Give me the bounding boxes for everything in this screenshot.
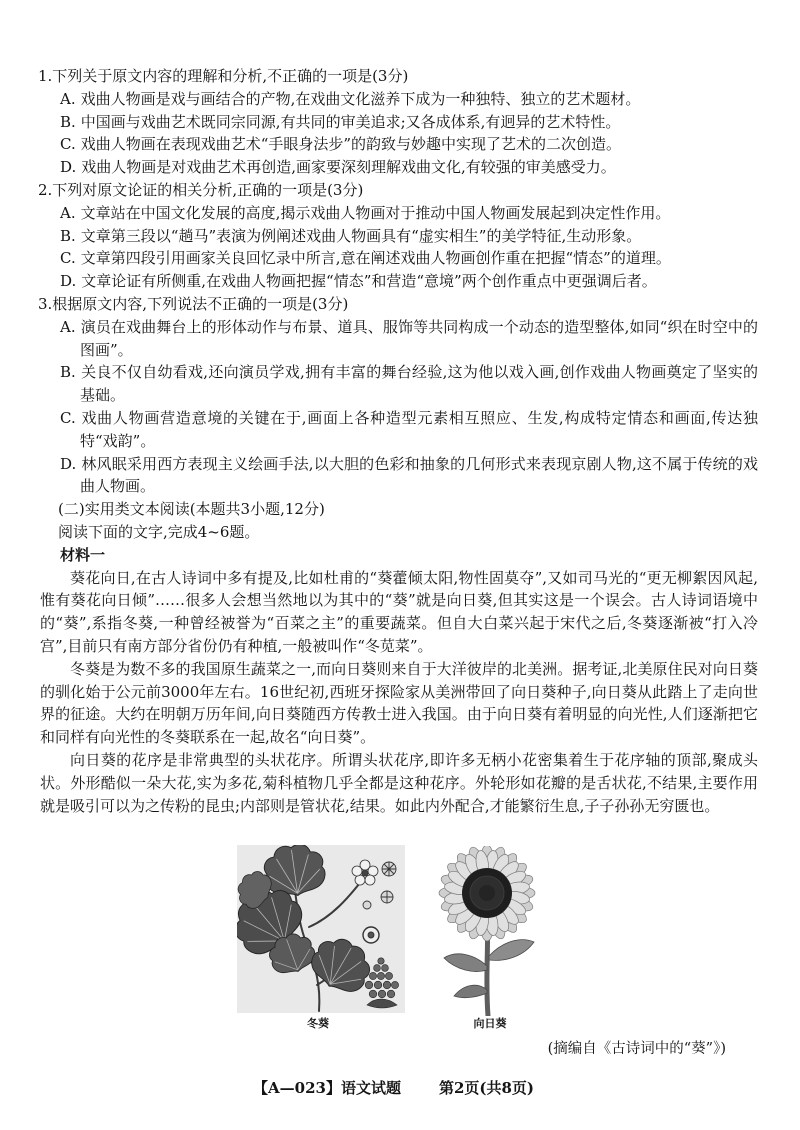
option-text: 演员在戏曲舞台上的形体动作与布景、道具、服饰等共同构成一个动态的造型整体,如同“织在时空中的图画”。: [80, 317, 758, 359]
sunflower-photo: [432, 846, 562, 1016]
option-label: C.: [60, 135, 76, 154]
figure-caption-right: 向日葵: [473, 1017, 507, 1030]
spike-bud: [383, 981, 391, 989]
option-a: [38, 316, 758, 362]
question-stem: 3.根据原文内容,下列说法不正确的一项是(3分): [38, 294, 349, 313]
spike-bud: [387, 990, 395, 998]
spike-bud: [391, 981, 398, 988]
option-b: [38, 111, 758, 134]
seed-pod-segments: [382, 862, 396, 876]
question-2: [38, 179, 758, 293]
option-a: [38, 88, 758, 111]
sunflower-disk-core: [479, 885, 495, 901]
figure-caption-left: 冬葵: [307, 1017, 329, 1030]
option-text: 戏曲人物画是对戏曲艺术再创造,画家要深刻理解戏曲文化,有较强的审美感受力。: [81, 158, 616, 177]
option-c: [38, 247, 758, 270]
option-text: 戏曲人物画是戏与画结合的产物,在戏曲文化滋养下成为一种独特、独立的艺术题材。: [80, 89, 641, 108]
flower-petal: [368, 866, 378, 876]
option-label: A.: [60, 317, 76, 336]
material-title: 材料一: [60, 545, 106, 564]
option-text: 文章站在中国文化发展的高度,揭示戏曲人物画对于推动中国人物画发展起到决定性作用。: [80, 203, 671, 222]
option-c: [38, 407, 758, 453]
section-heading: (二)实用类文本阅读(本题共3小题,12分): [58, 500, 325, 519]
spike-bud: [382, 965, 389, 972]
sunflower-leaf-right: [489, 940, 534, 961]
option-label: B.: [60, 226, 76, 245]
spike-bud: [369, 972, 376, 979]
fruit-ring-center: [368, 932, 374, 938]
option-a: [38, 202, 758, 225]
option-label: A.: [60, 203, 76, 222]
option-label: B.: [60, 112, 76, 131]
option-text: 戏曲人物画营造意境的关键在于,画面上各种造型元素相互照应、生发,构成特定情态和画面,传达独特“戏韵”。: [80, 408, 758, 450]
sunflower-leaf-lower: [454, 985, 487, 997]
option-d: [38, 453, 758, 499]
option-label: A.: [60, 89, 76, 108]
spike-bud: [378, 990, 386, 998]
page-content: [38, 65, 758, 817]
material-paragraph: 葵花向日,在古人诗词中多有提及,比如杜甫的“葵藿倾太阳,物性固莫夺”,又如司马光的“更无柳絮因风起,惟有葵花向日倾”……很多人会想当然地以为其中的“葵”就是向日葵,但其实这是一个误会。古人诗词语境中的“葵”,系指冬葵,一种曾经被誉为“百菜之主”的重要蔬菜。但自大白菜兴起于宋代之后,冬葵逐渐被“打入冷宫”,目前只有南方部分省份仍有种植,一般被叫作“冬苋菜”。: [40, 568, 758, 655]
sunflower-leaf-left: [444, 954, 487, 972]
option-text: 文章第三段以“趟马”表演为例阐述戏曲人物画具有“虚实相生”的美学特征,生动形象。: [80, 226, 642, 245]
option-d: [38, 270, 758, 293]
flower-petal: [355, 875, 365, 885]
option-c: [38, 133, 758, 156]
option-text: 文章论证有所侧重,在戏曲人物画把握“情态”和营造“意境”两个创作重点中更强调后者。: [81, 272, 657, 291]
question-3: [38, 293, 758, 498]
page-footer: [253, 1077, 534, 1099]
material-paragraph: 向日葵的花序是非常典型的头状花序。所谓头状花序,即许多无柄小花密集着生于花序轴的顶部,聚成头状。外形酷似一朵大花,实为多花,菊科植物几乎全都是这种花序。外轮形如花瓣的是舌状花,不结果,主要作用就是吸引可以为之传粉的昆虫;内部则是管状花,结果。如此内外配合,才能繁衍生息,子子孙孙无穷匮也。: [40, 750, 758, 815]
spike-bud: [374, 965, 381, 972]
question-1: [38, 65, 758, 179]
section-instruction: 阅读下面的文字,完成4~6题。: [58, 522, 260, 541]
option-d: [38, 156, 758, 179]
option-text: 关良不仅自幼看戏,还向演员学戏,拥有丰富的舞台经验,这为他以戏入画,创作戏曲人物画奠定了坚实的基础。: [80, 363, 758, 405]
option-text: 中国画与戏曲艺术既同宗同源,有共同的审美追求;又各成体系,有迥异的艺术特性。: [80, 112, 621, 131]
option-label: D.: [60, 158, 77, 177]
option-text: 林风眠采用西方表现主义绘画手法,以大胆的色彩和抽象的几何形式来表现京剧人物,这不属于传统的戏曲人物画。: [80, 454, 758, 496]
flower-center: [362, 870, 368, 876]
option-label: C.: [60, 408, 76, 427]
spike-bud: [369, 990, 377, 998]
exam-code: 【A—023】语文试题: [253, 1079, 401, 1097]
option-label: B.: [60, 363, 76, 382]
option-text: 文章第四段引用画家关良回忆录中所言,意在阐述戏曲人物画创作重在把握“情态”的道理。: [80, 249, 671, 268]
material-paragraph: 冬葵是为数不多的我国原生蔬菜之一,而向日葵则来自于大洋彼岸的北美洲。据考证,北美原住民对向日葵的驯化始于公元前3000年左右。16世纪初,西班牙探险家从美洲带回了向日葵种子,向日葵从此踏上了走向世界的征途。大约在明朝万历年间,向日葵随西方传教士进入我国。由于向日葵有着明显的向光性,人们逐渐把它和同样有向光性的冬葵联系在一起,故名“向日葵”。: [40, 659, 758, 747]
spike-bud: [377, 972, 384, 979]
spike-bud: [385, 972, 392, 979]
flower-petal: [365, 875, 375, 885]
question-stem: 2.下列对原文论证的相关分析,正确的一项是(3分): [38, 180, 364, 199]
seed: [363, 901, 371, 909]
spike-bud: [374, 981, 382, 989]
option-label: C.: [60, 249, 76, 268]
mallow-illustration: [237, 845, 405, 1013]
option-text: 戏曲人物画在表现戏曲艺术“手眼身法步”的韵致与妙趣中实现了艺术的二次创造。: [80, 135, 622, 154]
spike-bud: [378, 958, 384, 964]
option-label: D.: [60, 454, 77, 473]
flower-petal: [352, 866, 362, 876]
source-citation: (摘编自《古诗词中的“葵”》): [547, 1041, 726, 1057]
spike-bud: [365, 981, 373, 989]
page-number: 第2页(共8页): [438, 1079, 535, 1097]
question-stem: 1.下列关于原文内容的理解和分析,不正确的一项是(3分): [38, 67, 409, 85]
option-b: [38, 361, 758, 407]
option-b: [38, 225, 758, 248]
option-label: D.: [60, 272, 77, 291]
